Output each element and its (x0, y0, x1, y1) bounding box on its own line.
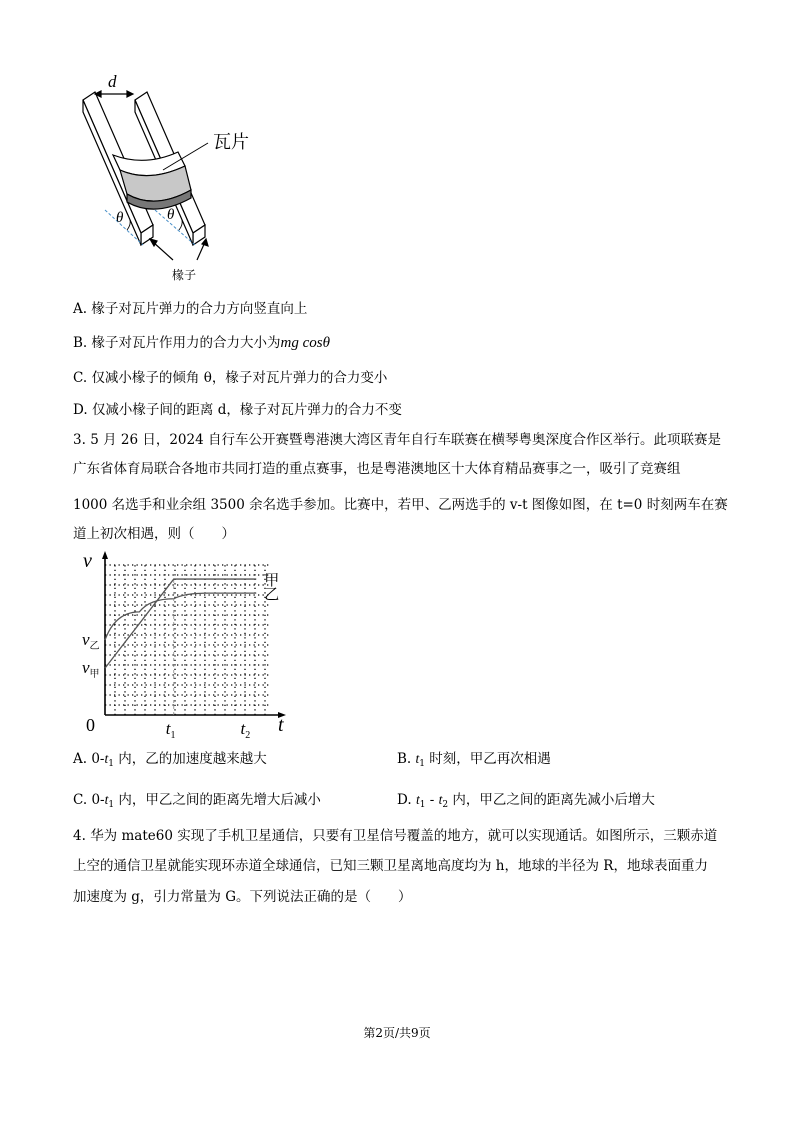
x-tick-label-t1: $t_1$ (165, 719, 176, 741)
q4-stem-line-2: 上空的通信卫星就能实现环赤道全球通信，已知三颗卫星离地高度均为 h，地球的半径为 R，地球表面重力 (73, 858, 708, 874)
option-sub: 1 (108, 759, 114, 769)
question-number: 4. (73, 828, 86, 844)
label-theta-right: θ (167, 207, 175, 223)
option-letter: C. (73, 792, 88, 808)
series-line-yi (105, 593, 256, 640)
rafter-arrows (150, 239, 208, 260)
option-letter: B. (397, 751, 412, 767)
option-sub: 1 (419, 759, 426, 769)
option-post: 内，乙的加速度越来越大 (114, 751, 267, 767)
y-tick-label-vyi: $v_乙$ (82, 630, 100, 652)
page-footer: 第2页/共9页 (363, 1026, 431, 1040)
legend-label-jia: 甲 (264, 573, 280, 590)
option-sub: 1 (419, 800, 426, 810)
x-tick-label-t2: $t_2$ (240, 719, 251, 741)
q3-stem-line-4: 道上初次相遇，则（ ） (73, 526, 235, 542)
q3-option-a (73, 750, 267, 773)
x-axis-label: t (278, 714, 284, 736)
q2-option-b (73, 334, 330, 352)
origin-label: 0 (86, 715, 95, 735)
option-letter: A. (73, 301, 88, 317)
option-text: 仅减小椽子的倾角 θ，椽子对瓦片弹力的合力变小 (91, 370, 388, 386)
option-letter: D. (73, 402, 88, 418)
option-text: 椽子对瓦片作用力的合力大小为 (91, 335, 281, 351)
option-letter: C. (73, 370, 88, 386)
option-var: t (104, 751, 109, 766)
label-theta-left: θ (116, 210, 124, 226)
y-axis-arrow (102, 551, 108, 559)
option-var: t (415, 751, 420, 766)
option-var: t (415, 792, 420, 807)
q3-option-d (397, 791, 655, 814)
q2-option-d (73, 401, 402, 419)
vt-chart (80, 550, 290, 741)
option-letter: B. (73, 335, 88, 351)
option-text: 椽子对瓦片弹力的合力方向竖直向上 (91, 301, 308, 317)
q3-stem-line-2: 广东省体育局联合各地市共同打造的重点赛事，也是粤港澳地区十大体育精品赛事之一，吸引了竞赛组 (73, 461, 681, 477)
q2-option-c (73, 369, 387, 387)
option-var: t (104, 792, 109, 807)
option-mid: - (425, 792, 439, 808)
option-text: 仅减小椽子间的距离 d，椽子对瓦片弹力的合力不变 (91, 402, 402, 418)
q4-stem-line-1 (73, 827, 717, 845)
rafter-tile-figure (75, 70, 265, 285)
y-tick-label-vjia: $v_甲$ (82, 658, 100, 681)
option-sub: 1 (108, 800, 115, 810)
option-sub2: 2 (442, 800, 449, 810)
label-rafter: 椽子 (172, 268, 197, 282)
option-post: 内，甲乙之间的距离先增大后减小 (114, 792, 321, 808)
stem-text: 5 月 26 日，2024 自行车公开赛暨粤港澳大湾区青年自行车联赛在横琴粤奥深度合作区举行。此项联赛是 (90, 432, 721, 448)
y-axis-label: v (83, 550, 92, 572)
label-d: d (108, 72, 117, 91)
option-pre: 0- (91, 751, 105, 767)
option-letter: A. (73, 751, 88, 767)
q3-stem-line-1 (73, 431, 721, 449)
option-math: mg cosθ (280, 335, 330, 351)
q3-stem-line-3: 1000 名选手和业余组 3500 余名选手参加。比赛中，若甲、乙两选手的 v-t 图像如图，在 t=0 时刻两车在赛 (73, 497, 728, 513)
q4-stem-line-3: 加速度为 g，引力常量为 G。下列说法正确的是（ ） (73, 889, 412, 905)
option-var2: t (438, 792, 443, 807)
stem-text: 华为 mate60 实现了手机卫星通信，只要有卫星信号覆盖的地方，就可以实现通话。如图所示，三颗赤道 (90, 828, 718, 844)
question-number: 3. (73, 432, 86, 448)
option-post: 内，甲乙之间的距离先减小后增大 (448, 792, 655, 808)
d-arrow (95, 91, 133, 97)
q3-option-b (397, 750, 551, 773)
q2-option-a (73, 300, 307, 318)
legend-label-yi: 乙 (264, 587, 280, 604)
option-letter: D. (397, 792, 412, 808)
option-post: 时刻，甲乙再次相遇 (425, 751, 551, 767)
option-pre: 0- (91, 792, 105, 808)
q3-option-c (73, 791, 321, 814)
label-tile: 瓦片 (213, 132, 249, 152)
